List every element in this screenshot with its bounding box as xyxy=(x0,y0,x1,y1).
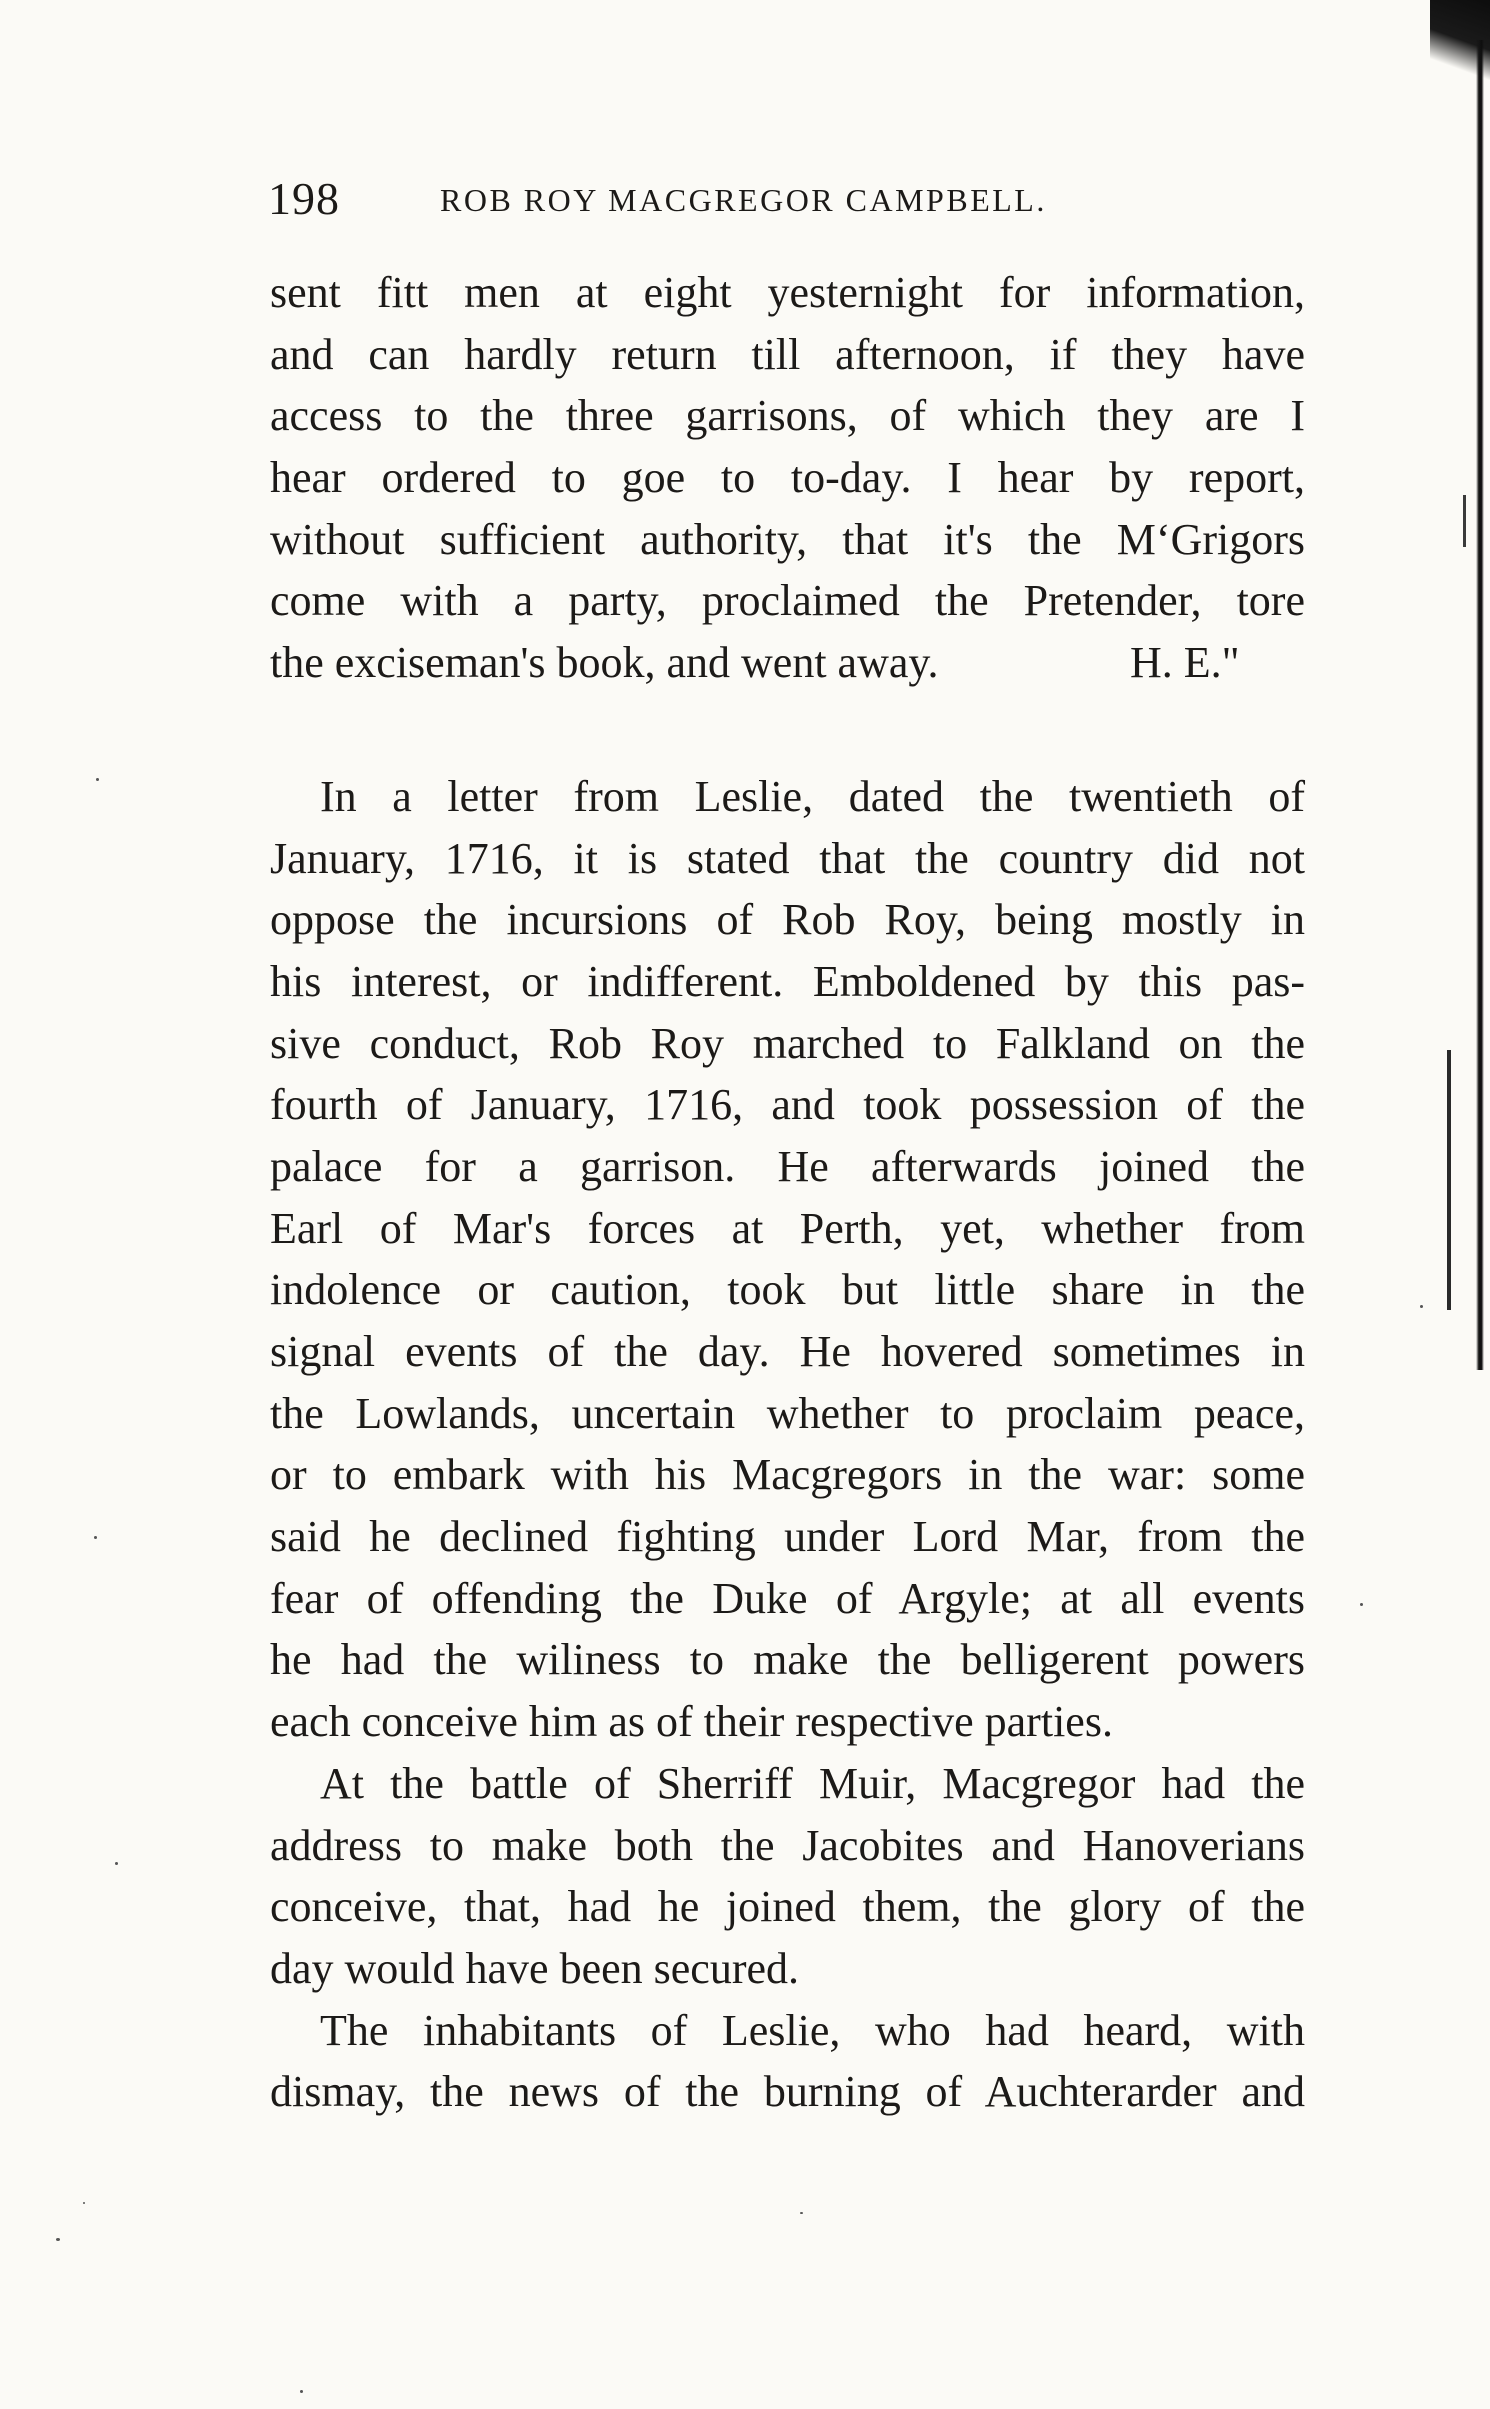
letter-line: access to the three garrisons, of which they are I xyxy=(270,391,1305,441)
scan-speck xyxy=(83,2202,85,2204)
scan-edge-line xyxy=(1476,40,1484,1370)
letter-line: and can hardly return till afternoon, if they have xyxy=(270,329,1305,379)
page-number: 198 xyxy=(268,173,340,224)
paragraph-line: oppose the incursions of Rob Roy, being mostly in xyxy=(270,895,1305,945)
paragraph-line: January, 1716, it is stated that the country did not xyxy=(270,833,1305,883)
paragraph-line: or to embark with his Macgregors in the war: some xyxy=(270,1450,1305,1500)
paragraph-line: each conceive him as of their respective parties. xyxy=(270,1697,1113,1747)
page-body xyxy=(270,262,1305,2123)
letter-line: come with a party, proclaimed the Pretender, tore xyxy=(270,576,1305,626)
paragraph-line: At the battle of Sherriff Muir, Macgregor had the xyxy=(320,1758,1305,1808)
paragraph-line: dismay, the news of the burning of Auchterarder and xyxy=(270,2067,1305,2117)
letter-line: the exciseman's book, and went away. xyxy=(270,638,939,688)
margin-mark xyxy=(1447,1050,1451,1310)
scan-speck xyxy=(1420,1305,1423,1308)
paragraph-line: said he declined fighting under Lord Mar, from the xyxy=(270,1512,1305,1562)
paragraph-line: his interest, or indifferent. Emboldened by this pas- xyxy=(270,956,1305,1006)
letter-signature: H. E." xyxy=(1130,638,1240,688)
paragraph-line: indolence or caution, took but little share in the xyxy=(270,1265,1305,1315)
letter-closing-line xyxy=(270,632,1305,694)
scan-speck xyxy=(56,2238,60,2241)
letter-line: sent fitt men at eight yesternight for information, xyxy=(270,268,1305,317)
section-spacer xyxy=(270,694,1305,766)
scan-speck xyxy=(115,1862,118,1865)
letter-line: without sufficient authority, that it's the M‘Grigors xyxy=(270,514,1305,564)
paragraph-line: he had the wiliness to make the belligerent powers xyxy=(270,1635,1305,1685)
paragraph-line: fear of offending the Duke of Argyle; at all events xyxy=(270,1573,1305,1623)
page-header xyxy=(268,172,1268,232)
scan-speck xyxy=(800,2212,803,2214)
paragraph-line: palace for a garrison. He afterwards joined the xyxy=(270,1141,1305,1191)
paragraph-line: sive conduct, Rob Roy marched to Falkland on the xyxy=(270,1018,1305,1068)
scan-speck xyxy=(1360,1603,1363,1606)
running-title: ROB ROY MACGREGOR CAMPBELL. xyxy=(440,182,1047,218)
margin-mark xyxy=(1463,495,1466,547)
letter-line: hear ordered to goe to to-day. I hear by report, xyxy=(270,453,1305,503)
paragraph-line: Earl of Mar's forces at Perth, yet, whether from xyxy=(270,1203,1305,1253)
paragraph-line: day would have been secured. xyxy=(270,1943,800,1993)
paragraph-line: conceive, that, had he joined them, the glory of the xyxy=(270,1882,1305,1932)
scan-speck xyxy=(96,778,99,781)
scan-speck xyxy=(300,2390,303,2393)
paragraph-line: fourth of January, 1716, and took possession of the xyxy=(270,1080,1305,1130)
paragraph-line: address to make both the Jacobites and Hanoverians xyxy=(270,1820,1305,1870)
paragraph-line: the Lowlands, uncertain whether to proclaim peace, xyxy=(270,1388,1305,1438)
paragraph-line: In a letter from Leslie, dated the twentieth of xyxy=(320,771,1305,821)
scan-speck xyxy=(94,1536,97,1539)
paragraph-line: The inhabitants of Leslie, who had heard, with xyxy=(320,2005,1305,2055)
paragraph-line: signal events of the day. He hovered sometimes in xyxy=(270,1327,1305,1376)
